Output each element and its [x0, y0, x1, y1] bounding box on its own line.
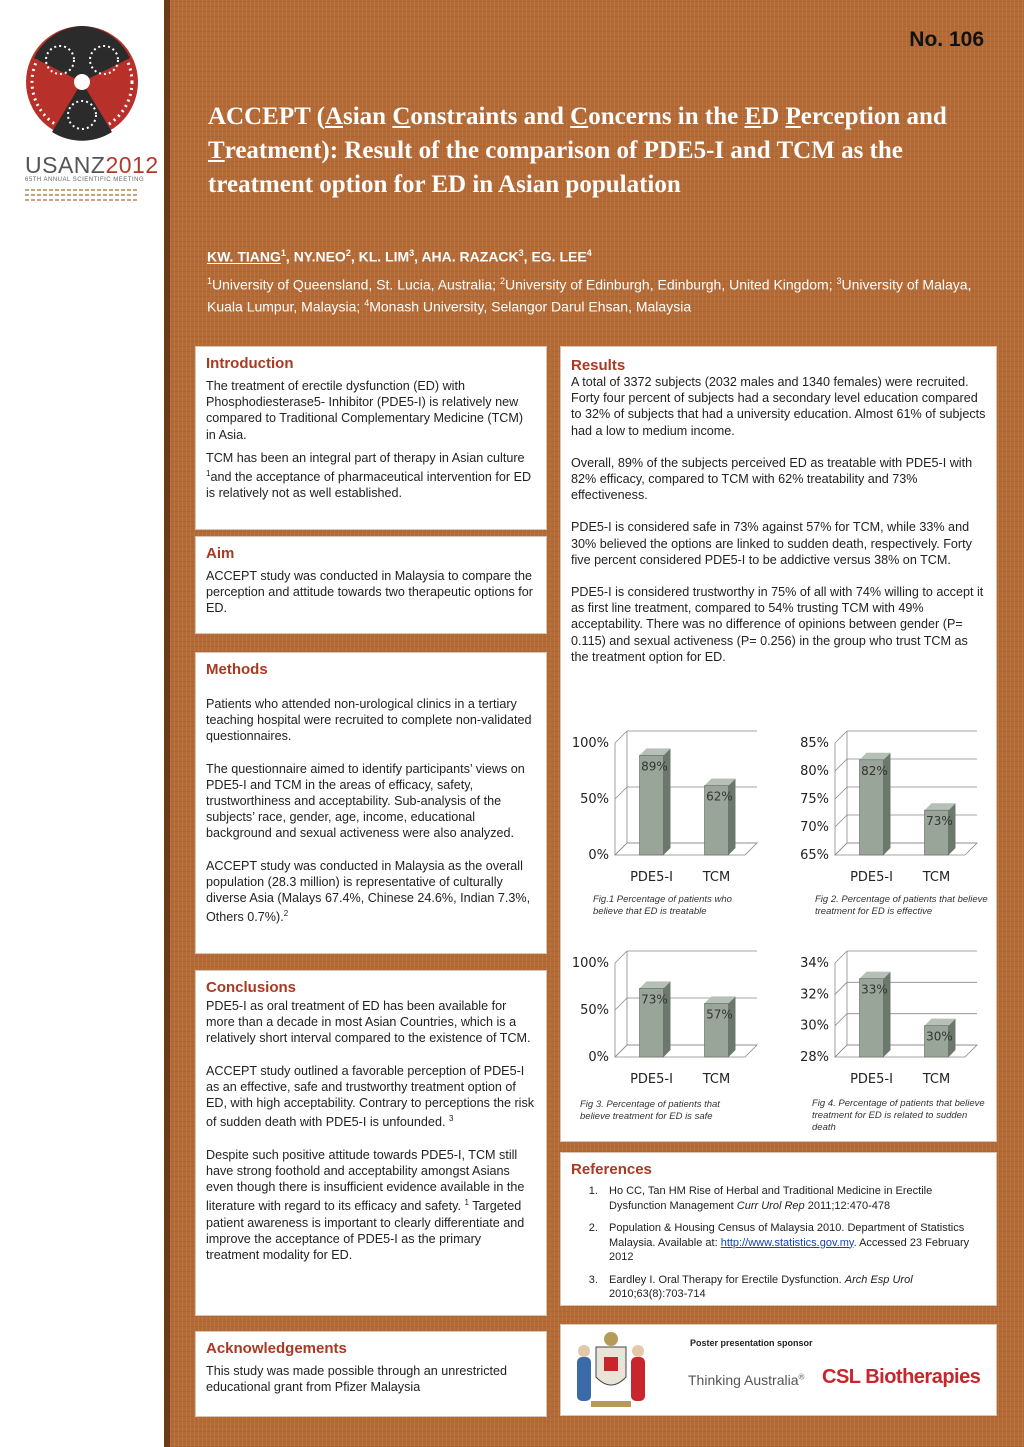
x-tick-label: TCM — [702, 870, 731, 885]
aim-panel — [195, 536, 547, 634]
author-sup: 3 — [409, 248, 415, 258]
data-label: 33% — [861, 982, 888, 997]
title-part: E — [744, 103, 762, 130]
poster-title — [208, 100, 968, 202]
left-sidebar — [0, 0, 164, 1447]
data-label: 30% — [926, 1029, 953, 1044]
data-label: 73% — [926, 814, 953, 829]
author-name: EG. LEE — [531, 248, 587, 265]
x-tick-label: PDE5-I — [630, 870, 673, 885]
results-heading: Results — [571, 357, 626, 374]
reference-link[interactable]: http://www.statistics.gov.my — [720, 1236, 854, 1249]
bar-side — [949, 803, 956, 855]
author-separator: , — [350, 248, 359, 265]
conclusions-paragraph-1: PDE5-I as oral treatment of ED has been available for more than a decade in most Asian Countries, which is a relatively short interval compared to the existence of TCM. — [206, 999, 531, 1046]
grid-diagonal — [835, 982, 847, 994]
crest-icon — [571, 1327, 651, 1413]
floor — [835, 1045, 977, 1057]
title-part: sian — [342, 103, 393, 130]
x-tick-label: PDE5-I — [850, 870, 893, 885]
author-separator: , — [523, 248, 532, 265]
references-list — [571, 1184, 986, 1302]
grid-diagonal — [835, 1014, 847, 1026]
y-tick-label: 0% — [588, 1050, 609, 1065]
title-part: erception and — [800, 103, 947, 130]
methods-paragraph-3: ACCEPT study was conducted in Malaysia as the overall population (28.3 million) is representative of culturally diverse Asia (Malays 67.4%, Chinese 24.6%, Indian 7.3%, Others 0.7%).$^2$ — [206, 858, 531, 925]
grid-diagonal — [835, 951, 847, 963]
y-tick-label: 50% — [580, 792, 609, 807]
bar-side — [729, 996, 736, 1057]
reference-text: Ho CC, Tan HM Rise of Herbal and Traditional Medicine in Erectile Dysfunction Management — [609, 1185, 933, 1212]
grid-diagonal — [615, 787, 627, 799]
title-part: C — [392, 103, 411, 130]
reference-journal: Curr Urol Rep — [736, 1199, 805, 1212]
author-sup: 3 — [518, 248, 524, 258]
affiliation-text: University of Edinburgh, Edinburgh, United Kingdom; — [504, 276, 837, 293]
affiliation-sup: 1 — [207, 276, 213, 286]
floor — [615, 843, 757, 855]
reference-text: Population & Housing Census of Malaysia 2010. Department of Statistics Malaysia. Available at: — [609, 1222, 965, 1249]
title-part: oncerns in the — [588, 103, 745, 130]
reference-item — [601, 1221, 986, 1265]
acknowledgements-paragraph: This study was made possible through an unrestricted educational grant from Pfizer Malaysia — [206, 1364, 508, 1395]
poster-number: No. 106 — [909, 28, 984, 51]
chart-treatable — [565, 725, 770, 895]
author-separator: , — [285, 248, 294, 265]
author-name: KW. TIANG — [207, 248, 281, 265]
methods-paragraph-2: The questionnaire aimed to identify participants’ views on PDE5-I and TCM in the areas of efficacy, safety, trustworthiness and acceptability. Sub-analysis of the subjects’ race, gender, age, income, educational background and sexual activeness were also analyzed. — [206, 761, 525, 841]
conclusions-heading: Conclusions — [206, 979, 297, 996]
floor — [835, 843, 977, 855]
data-label: 89% — [641, 759, 668, 774]
affiliation-text: University of Malaya, Kuala Lumpur, Malaysia; — [207, 276, 972, 315]
results-paragraph-4: PDE5-I is considered trustworthy in 75% of all with 74% willing to accept it as first line treatment, compared to 54% trusting TCM with 49% acceptability. There was no difference of opinions between gender (P= 0.115) and sexual activeness (P= 0.256) in the group who trust TCM as the treatment option for ED. — [571, 585, 984, 664]
grid-diagonal — [615, 951, 627, 963]
thinking-australia-logo: Thinking Australia® — [688, 1372, 805, 1388]
y-tick-label: 100% — [571, 956, 609, 971]
conclusions-paragraph-2: ACCEPT study outlined a favorable perception of PDE5-I as an effective, safe and trustworthy treatment option of ED, with high acceptability. Contrary to perceptions the risk of sudden death with PDE5-I is unfounded. $^3$ — [206, 1063, 535, 1130]
chart-effective — [785, 725, 990, 895]
title-part: D — [761, 103, 786, 130]
usanz-logo — [22, 20, 142, 150]
y-tick-label: 32% — [800, 987, 829, 1003]
reference-tail: 2010;63(8):703-714 — [609, 1288, 706, 1300]
figure-2-caption: Fig 2. Percentage of patients that believe treatment for ED is effective — [815, 894, 988, 917]
floor — [615, 1045, 757, 1057]
y-tick-label: 70% — [800, 820, 829, 835]
conclusions-paragraph-3: Despite such positive attitude towards PDE5-I, TCM still have strong foothold and acceptability amongst Asians even though there is insufficient evidence available in the literature with regard to its efficacy and safety. $^1$ Targeted patient awareness is important to clearly differentiate and improve the acceptance of PDE5-I as the primary treatment modality for ED. — [206, 1147, 525, 1263]
title-part: C — [570, 103, 589, 130]
author-name: AHA. RAZACK — [421, 248, 519, 265]
x-tick-label: TCM — [922, 870, 951, 885]
reference-journal: Arch Esp Urol — [844, 1273, 913, 1286]
y-tick-label: 30% — [800, 1018, 829, 1034]
figure-1-caption: Fig.1 Percentage of patients who believe that ED is treatable — [593, 894, 732, 917]
results-paragraph-3: PDE5-I is considered safe in 73% against 57% for TCM, while 33% and 30% believed the options are linked to sudden death, respectively. Forty five percent considered PDE5-I to be addictive versus 38% on TCM. — [571, 520, 972, 567]
reference-tail: 2011;12:470-478 — [804, 1199, 891, 1212]
results-paragraph-1: A total of 3372 subjects (2032 males and 1340 females) were recruited. Forty four percent of subjects had a secondary level education compared to 32% of subjects that had a university education. Almost 61% of subjects had a low to medium income. — [571, 375, 986, 438]
author-sup: 2 — [345, 248, 351, 258]
grid-diagonal — [835, 815, 847, 827]
title-part: P — [785, 103, 801, 130]
introduction-panel — [195, 346, 547, 530]
sponsor-label: Poster presentation sponsor — [690, 1338, 813, 1348]
x-tick-label: TCM — [922, 1072, 951, 1087]
references-heading: References — [571, 1161, 652, 1178]
author-sup: 4 — [586, 248, 592, 258]
chart-sudden-death — [785, 945, 990, 1097]
chart-safe — [565, 945, 770, 1097]
y-tick-label: 34% — [800, 956, 829, 971]
reference-item — [601, 1273, 986, 1302]
reference-text: Eardley I. Oral Therapy for Erectile Dysfunction. — [609, 1273, 845, 1286]
y-tick-label: 28% — [800, 1050, 829, 1065]
conclusions-panel — [195, 970, 547, 1316]
affiliations — [207, 272, 987, 315]
data-label: 62% — [706, 789, 733, 804]
reference-item — [601, 1184, 986, 1213]
aim-heading: Aim — [206, 545, 235, 562]
x-tick-label: PDE5-I — [850, 1072, 893, 1087]
affiliation-sup: 3 — [836, 276, 842, 286]
affiliation-text: Monash University, Selangor Darul Ehsan, Malaysia — [369, 298, 692, 315]
x-tick-label: TCM — [702, 1072, 731, 1087]
affiliation-sup: 4 — [364, 297, 370, 308]
results-paragraph-2: Overall, 89% of the subjects perceived ED as treatable with PDE5-I with 82% efficacy, compared to TCM with 62% treatability and 73% effectiveness. — [571, 455, 973, 503]
figure-4-caption: Fig 4. Percentage of patients that believe treatment for ED is related to sudden death — [812, 1098, 985, 1133]
title-part: onstraints and — [410, 103, 571, 130]
y-tick-label: 100% — [571, 736, 609, 751]
affiliation-sup: 2 — [499, 276, 505, 286]
figure-3-caption: Fig 3. Percentage of patients that believe treatment for ED is safe — [580, 1099, 720, 1122]
methods-heading: Methods — [206, 661, 268, 678]
title-part: T — [208, 137, 225, 164]
author-sup: 1 — [280, 248, 286, 258]
acknowledgements-heading: Acknowledgements — [206, 1340, 347, 1357]
grid-diagonal — [615, 998, 627, 1010]
reference-tail: . Accessed 23 February 2012 — [609, 1236, 970, 1263]
author-list — [207, 248, 592, 265]
y-tick-label: 85% — [800, 736, 829, 751]
data-label: 82% — [861, 763, 888, 778]
title-part: A — [324, 103, 343, 130]
introduction-heading: Introduction — [206, 355, 294, 372]
csl-biotherapies-logo: CSL Biotherapies — [822, 1366, 981, 1388]
methods-paragraph-1: Patients who attended non-urological clinics in a tertiary teaching hospital were recruited to complete non-validated questionnaires. — [206, 697, 532, 744]
grid-diagonal — [835, 787, 847, 799]
grid-diagonal — [835, 731, 847, 743]
title-part: reatment): Result of the comparison of PDE5-I and TCM as the treatment option for ED in Asian population — [208, 137, 903, 198]
aim-paragraph: ACCEPT study was conducted in Malaysia to compare the perception and attitude towards two therapeutic options for ED. — [206, 569, 533, 616]
y-tick-label: 50% — [580, 1003, 609, 1018]
y-tick-label: 0% — [588, 848, 609, 863]
introduction-paragraph-1: The treatment of erectile dysfunction (ED) with Phosphodiesterase5- Inhibitor (PDE5-I) is relatively new compared to Traditional Complementary Medicine (TCM) in Asia. — [206, 379, 524, 442]
methods-panel — [195, 652, 547, 954]
y-tick-label: 80% — [800, 764, 829, 779]
usanz-subtitle: 65TH ANNUAL SCIENTIFIC MEETING — [25, 177, 145, 183]
usanz-wordmark: USANZ2012 — [25, 152, 159, 178]
y-tick-label: 65% — [800, 848, 829, 863]
references-panel — [560, 1152, 997, 1306]
grid-diagonal — [615, 731, 627, 743]
author-name: KL. LIM — [358, 248, 410, 265]
affiliation-text: University of Queensland, St. Lucia, Australia; — [212, 276, 500, 293]
title-part: ACCEPT ( — [208, 103, 325, 130]
author-name: NY.NEO — [293, 248, 346, 265]
author-separator: , — [414, 248, 422, 265]
x-tick-label: PDE5-I — [630, 1072, 673, 1087]
grid-diagonal — [835, 759, 847, 771]
y-tick-label: 75% — [800, 792, 829, 807]
data-label: 57% — [706, 1007, 733, 1022]
acknowledgements-panel — [195, 1331, 547, 1417]
data-label: 73% — [641, 992, 668, 1007]
usanz-decor-lines — [25, 186, 137, 201]
introduction-paragraph-2: TCM has been an integral part of therapy in Asian culture $^1$and the acceptance of pharmaceutical intervention for ED is relatively not as well established. — [206, 450, 532, 501]
